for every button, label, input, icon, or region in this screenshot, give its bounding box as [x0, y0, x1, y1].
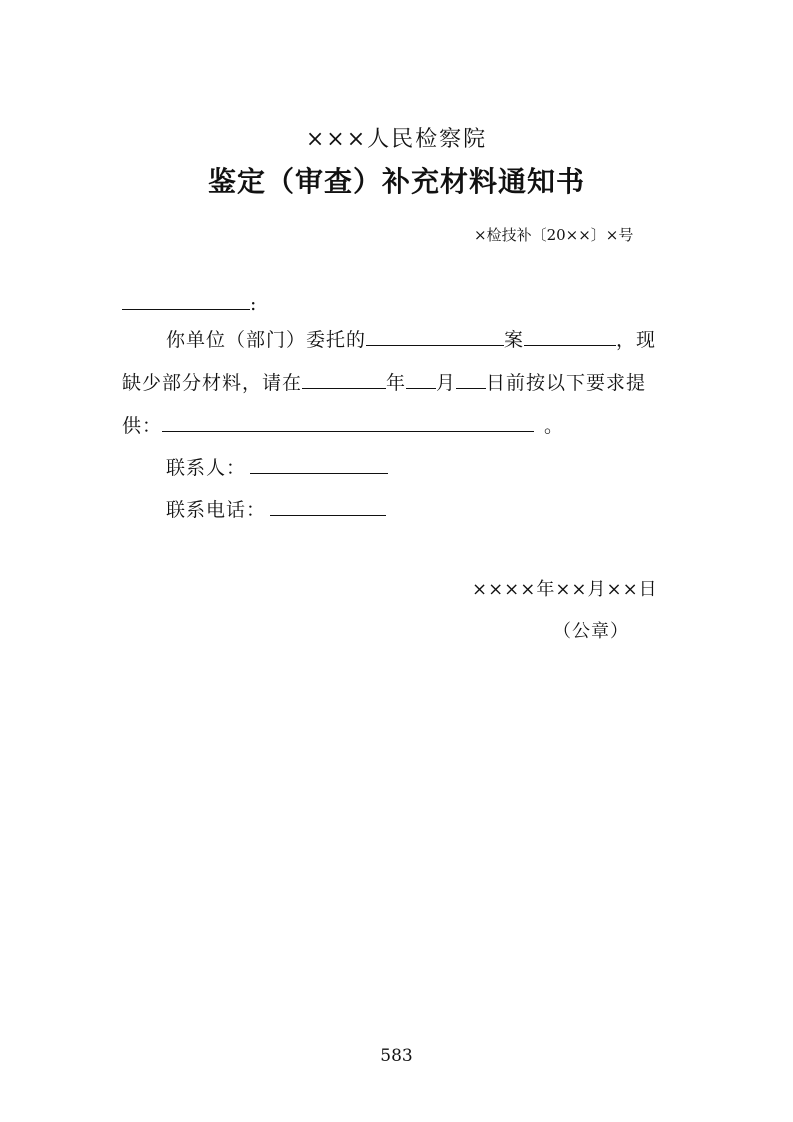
body-line-2: [122, 368, 646, 395]
year-blank: [302, 369, 386, 389]
page-number: 583: [380, 1046, 413, 1066]
body-line-1: [166, 325, 656, 352]
contact-person-line: [166, 453, 388, 480]
addressee-line: [122, 290, 257, 315]
issue-date: ××××年××月××日: [472, 579, 658, 600]
contact-person-blank: [250, 454, 388, 474]
line3-text-a: 供：: [122, 415, 163, 437]
case-name-blank: [366, 326, 504, 346]
addressee-blank: [122, 290, 250, 310]
document-number: ×检技补〔20××〕×号: [474, 226, 634, 244]
month-label: 月: [436, 372, 457, 394]
addressee-colon: :: [250, 293, 258, 315]
organization-name: ×××人民检察院: [305, 127, 488, 152]
document-title: 鉴定（审查）补充材料通知书: [207, 165, 585, 198]
requirements-blank: [162, 412, 534, 432]
contact-person-label: 联系人：: [166, 457, 247, 479]
line2-text-b: 日前按以下要求提: [486, 372, 647, 394]
contact-phone-blank: [270, 496, 386, 516]
day-blank: [456, 369, 486, 389]
line3-period: 。: [544, 415, 565, 437]
line1-text-b: 案: [504, 329, 525, 351]
month-blank: [406, 369, 436, 389]
case-detail-blank: [524, 326, 616, 346]
body-line-3: [122, 411, 564, 438]
line2-text-a: 缺少部分材料，请在: [122, 372, 303, 394]
official-seal-label: （公章）: [553, 621, 629, 642]
line1-text-c: ，现: [616, 329, 657, 351]
contact-phone-line: [166, 495, 386, 522]
contact-phone-label: 联系电话：: [166, 499, 267, 521]
line1-text-a: 你单位（部门）委托的: [166, 329, 367, 351]
year-label: 年: [386, 372, 407, 394]
